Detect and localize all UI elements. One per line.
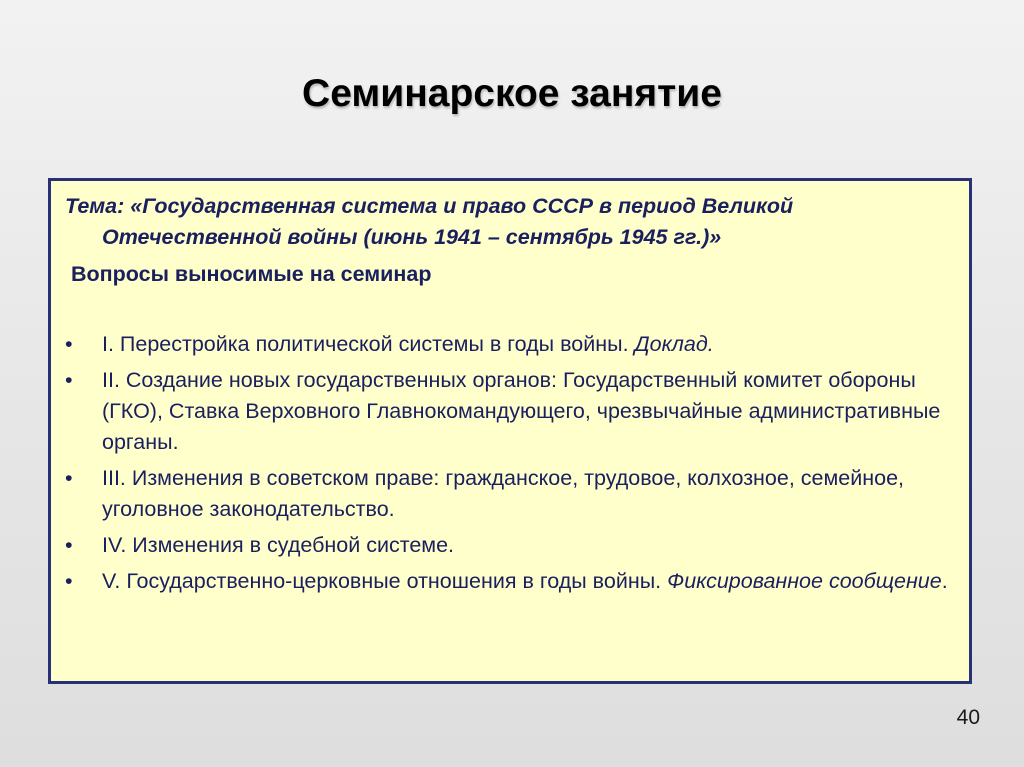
topic-line-2: Отечественной войны (июнь 1941 – сентябрь 1945 гг.)» [102,225,722,249]
bullet-icon: • [65,569,73,593]
bullet-icon: • [65,368,73,392]
item-tail: . [941,569,948,593]
topic-line-1: Тема: «Государственная система и право СССР в период Великой [65,194,794,218]
page-number: 40 [956,706,980,729]
list-item [65,329,949,360]
question-list [65,329,949,597]
bullet-icon: • [65,533,73,557]
spacer [65,290,949,329]
bullet-icon: • [65,466,73,490]
item-text: III. Изменения в советском праве: гражданское, трудовое, колхозное, семейное, уголовное законодательство. [102,466,904,521]
item-text: IV. Изменения в судебной системе. [102,533,455,557]
questions-heading: Вопросы выносимые на семинар [71,262,432,286]
item-emphasis: Фиксированное сообщение [667,569,942,593]
slide-title: Семинарское занятие [302,72,722,115]
list-item [65,566,949,597]
item-text: II. Создание новых государственных органов: Государственный комитет обороны (ГКО), Ставка Верховного Главнокомандующего, чрезвычайные административные органы. [102,368,941,454]
content-box [48,178,972,684]
list-item [65,463,949,525]
topic [65,191,949,253]
list-item [65,530,949,561]
list-item [65,365,949,458]
item-text: I. Перестройка политической системы в годы войны. [102,332,635,356]
bullet-icon: • [65,332,73,356]
item-emphasis: Доклад. [634,332,714,356]
item-text: V. Государственно-церковные отношения в годы войны. [102,569,668,593]
